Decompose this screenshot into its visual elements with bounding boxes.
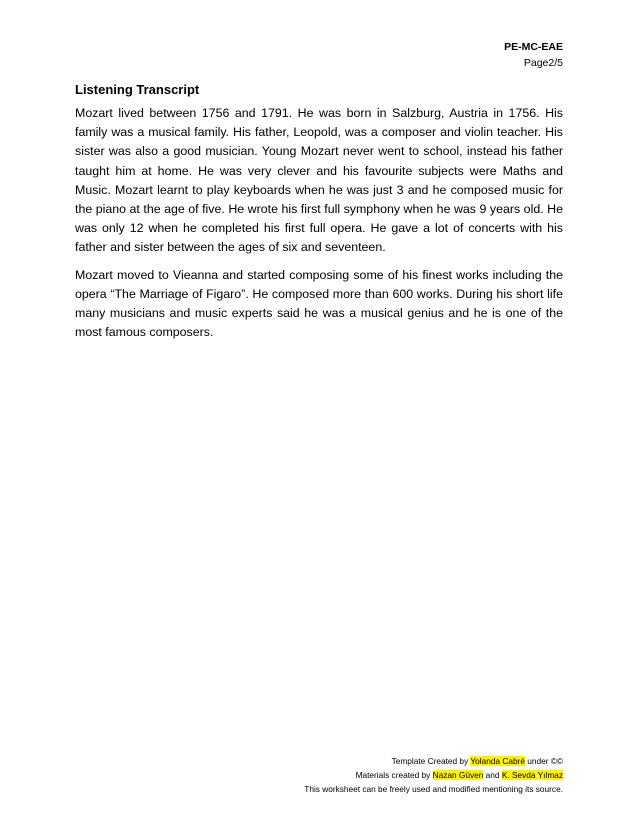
page-title: Listening Transcript — [75, 82, 200, 97]
page-header — [504, 39, 563, 71]
transcript-paragraph: Mozart lived between 1756 and 1791. He was born in Salzburg, Austria in 1756. His family was a musical family. His father, Leopold, was a composer and violin teacher. His sister was also a good musician. Young Mozart never went to school, instead his father taught him at home. He was very clever and his favourite subjects were Maths and Music. Mozart learnt to play keyboards when he was just 3 and he composed music for the piano at the age of five. He wrote his first full symphony when he was 9 years old. He was only 12 when he completed his first full opera. He gave a lot of concerts with his father and sister between the ages of six and seventeen. — [75, 106, 563, 255]
transcript-paragraph: Mozart moved to Vieanna and started composing some of his finest works including the opera “The Marriage of Figaro”. He composed more than 600 works. During his short life many musicians and music experts said he was a musical genius and he is one of the most famous composers. — [75, 267, 563, 340]
template-author: Yolanda Cabré — [470, 756, 525, 766]
materials-credit: Materials created by Nazan Güven and K. Sevda Yılmaz — [355, 770, 563, 780]
page-footer — [304, 754, 563, 796]
materials-author: Nazan Güven — [432, 770, 484, 780]
usage-note: This worksheet can be freely used and modified mentioning its source. — [304, 784, 563, 794]
document-code: PE-MC-EAE — [504, 41, 563, 53]
transcript-body — [75, 104, 563, 350]
page-number: Page2/5 — [523, 57, 563, 69]
materials-author: K. Sevda Yılmaz — [501, 770, 563, 780]
template-credit: Template Created by Yolanda Cabré under ©© — [391, 756, 563, 766]
